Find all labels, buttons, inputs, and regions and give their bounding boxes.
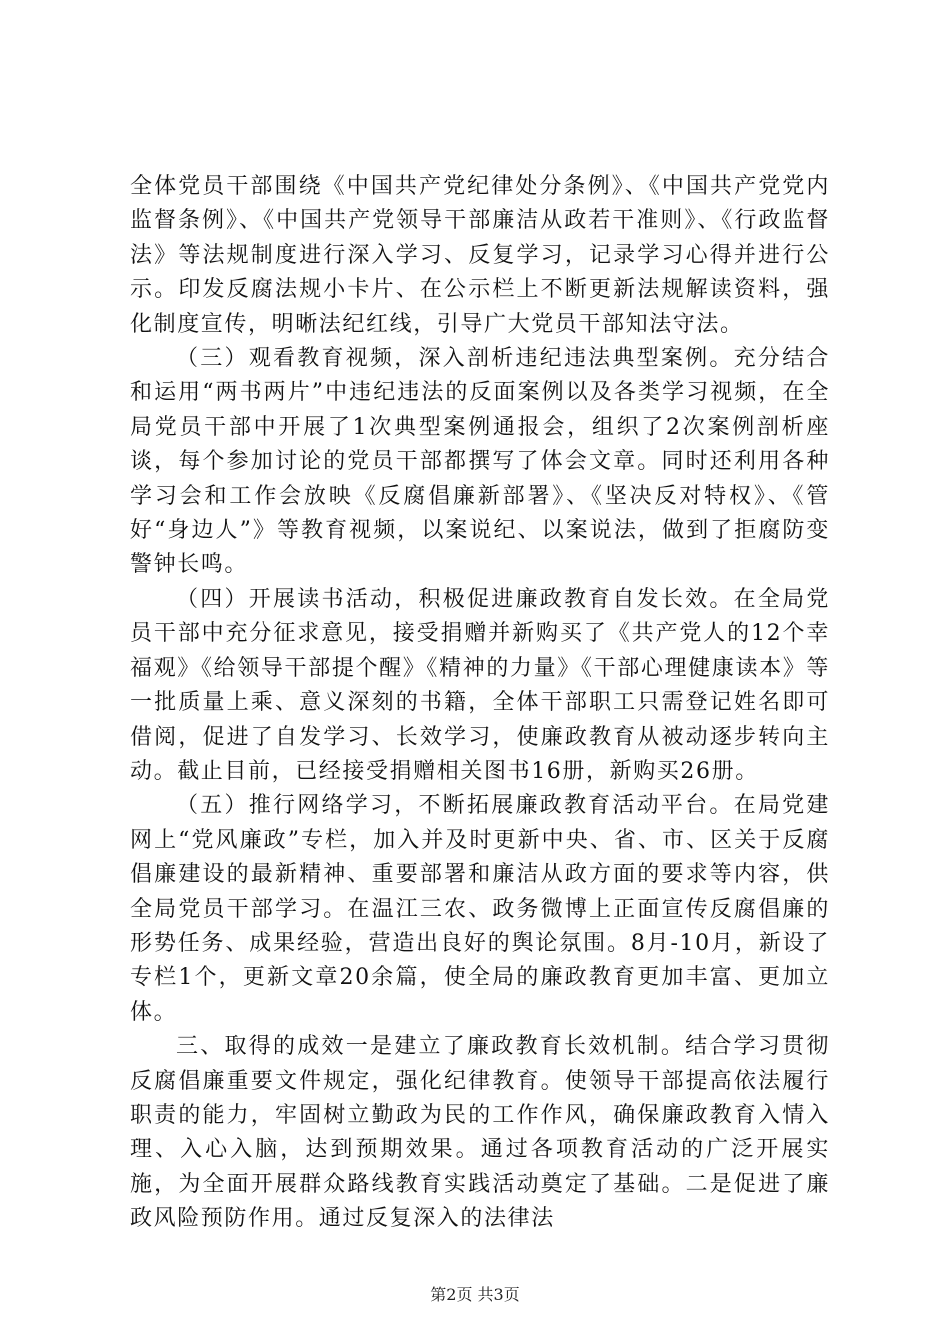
paragraph-1: 全体党员干部围绕《中国共产党纪律处分条例》、《中国共产党党内监督条例》、《中国共产党领导干部廉洁从政若干准则》、《行政监督法》等法规制度进行深入学习、反复学习，记录学习心得并进行公示。印发反腐法规小卡片、在公示栏上不断更新法规解读资料，强化制度宣传，明晰法纪红线，引导广大党员干部知法守法。 xyxy=(130,174,830,337)
page-number: 第2页 共3页 xyxy=(430,1285,520,1304)
paragraph-2: （三）观看教育视频，深入剖析违纪违法典型案例。充分结合和运用“两书两片”中违纪违法的反面案例以及各类学习视频，在全局党员干部中开展了1次典型案例通报会，组织了2次案例剖析座谈，每个参加讨论的党员干部都撰写了体会文章。同时还利用各种学习会和工作会放映《反腐倡廉新部署》、《坚决反对特权》、《管好“身边人”》等教育视频，以案说纪、以案说法，做到了拒腐防变警钟长鸣。 xyxy=(130,346,830,578)
document-body xyxy=(130,170,830,1237)
paragraph-5: 三、取得的成效一是建立了廉政教育长效机制。结合学习贯彻反腐倡廉重要文件规定，强化纪律教育。使领导干部提高依法履行职责的能力，牢固树立勤政为民的工作作风，确保廉政教育入情入理、入心入脑，达到预期效果。通过各项教育活动的广泛开展实施，为全面开展群众路线教育实践活动奠定了基础。二是促进了廉政风险预防作用。通过反复深入的法律法 xyxy=(130,1034,830,1232)
paragraph-3: （四）开展读书活动，积极促进廉政教育自发长效。在全局党员干部中充分征求意见，接受捐赠并新购买了《共产党人的12个幸福观》《给领导干部提个醒》《精神的力量》《干部心理健康读本》等一批质量上乘、意义深刻的书籍，全体干部职工只需登记姓名即可借阅，促进了自发学习、长效学习，使廉政教育从被动逐步转向主动。截止目前，已经接受捐赠相关图书16册，新购买26册。 xyxy=(130,586,830,784)
page-footer xyxy=(0,1282,950,1305)
paragraph-4: （五）推行网络学习，不断拓展廉政教育活动平台。在局党建网上“党风廉政”专栏，加入并及时更新中央、省、市、区关于反腐倡廉建设的最新精神、重要部署和廉洁从政方面的要求等内容，供全局党员干部学习。在温江三农、政务微博上正面宣传反腐倡廉的形势任务、成果经验，营造出良好的舆论氛围。8月-10月，新设了专栏1个，更新文章20余篇，使全局的廉政教育更加丰富、更加立体。 xyxy=(130,793,830,1025)
